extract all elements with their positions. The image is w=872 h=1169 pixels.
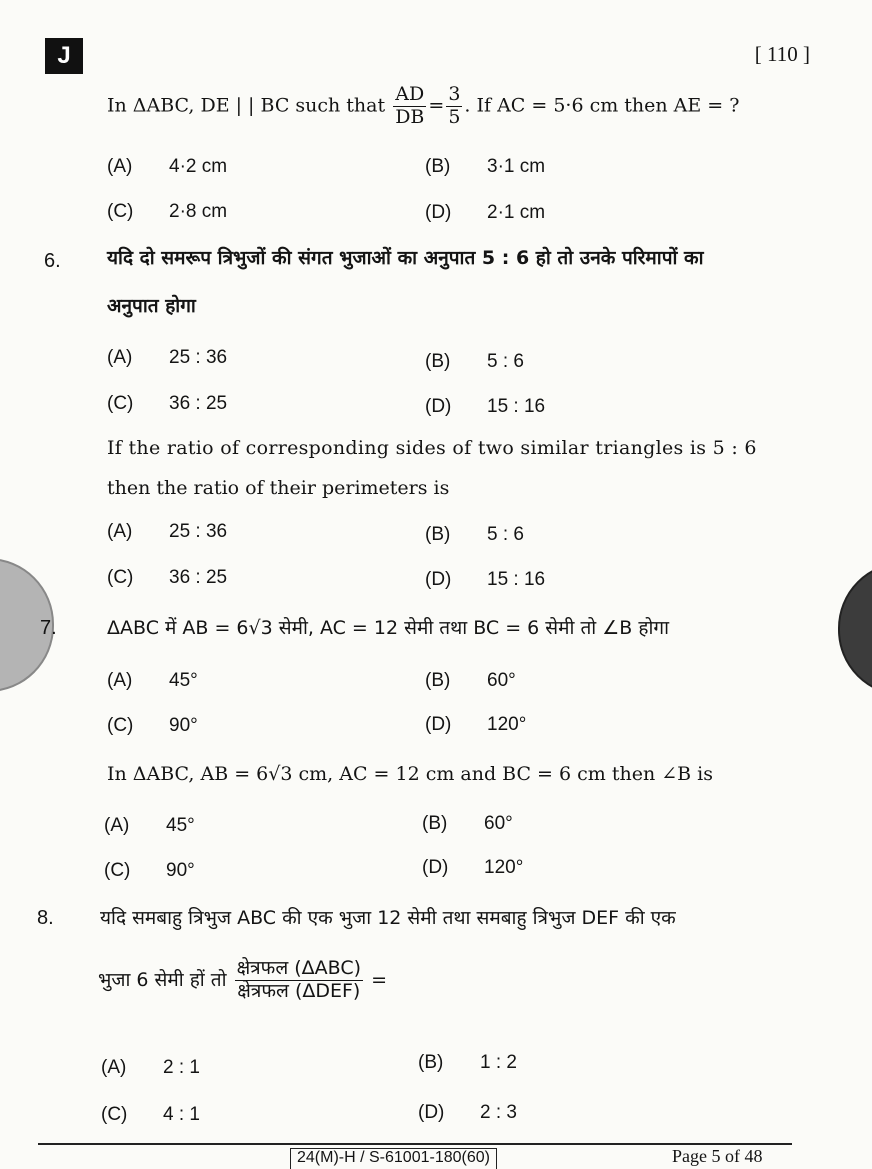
option-value: 60° (487, 670, 516, 691)
option-label: (B) (422, 813, 448, 834)
option-label: (B) (425, 156, 451, 177)
option-label: (A) (107, 347, 133, 368)
q6-hindi-line1: यदि दो समरूप त्रिभुजों की संगत भुजाओं का अनुपात 5 : 6 हो तो उनके परिमापों का (107, 247, 704, 269)
q6-hindi-line2: अनुपात होगा (107, 295, 196, 317)
q5-fraction-ad-db (393, 84, 426, 129)
option-label: (A) (104, 815, 130, 836)
q8-option-b (418, 1052, 517, 1074)
option-value: 120° (487, 714, 527, 735)
option-value: 2·1 cm (487, 202, 546, 223)
page-number: Page 5 of 48 (672, 1146, 763, 1166)
option-label: (B) (425, 351, 451, 372)
q5-ratio-den: 5 (448, 105, 461, 128)
q8-equals: = (371, 968, 388, 991)
option-value: 36 : 25 (169, 393, 228, 414)
option-label: (B) (418, 1052, 444, 1073)
option-value: 36 : 25 (169, 567, 228, 588)
option-label: (C) (107, 393, 134, 414)
option-label: (A) (107, 156, 133, 177)
q7-hindi-option-c (107, 715, 198, 737)
option-value: 60° (484, 813, 513, 834)
q5-option-d (425, 202, 545, 224)
q7-hindi-option-a (107, 670, 198, 692)
option-value: 120° (484, 857, 524, 878)
q6-english-line2: then the ratio of their perimeters is (107, 477, 450, 499)
q6-hindi-option-d (425, 396, 545, 418)
option-label: (D) (425, 714, 452, 735)
section-letter-badge: J (45, 38, 83, 74)
q8-number: 8. (37, 907, 54, 929)
q5-ratio-num: 3 (448, 83, 461, 105)
q6-hindi-option-c (107, 393, 227, 415)
option-value: 1 : 2 (480, 1052, 517, 1073)
q6-number: 6. (44, 250, 61, 272)
option-label: (C) (107, 715, 134, 736)
q5-text-part2: . If AC = 5·6 cm then AE = ? (464, 94, 740, 117)
q5-fraction-ratio (446, 84, 462, 129)
option-label: (A) (107, 521, 133, 542)
q8-frac-den: क्षेत्रफल (ΔDEF) (237, 979, 361, 1002)
page-code: [ 110 ] (754, 42, 810, 66)
q8-frac-num: क्षेत्रफल (ΔABC) (236, 957, 362, 979)
option-value: 45° (166, 815, 195, 836)
option-value: 2 : 1 (163, 1057, 200, 1078)
option-label: (D) (425, 396, 452, 417)
q7-hindi-option-d (425, 714, 526, 736)
option-label: (D) (425, 202, 452, 223)
q7-english-text: In ΔABC, AB = 6√3 cm, AC = 12 cm and BC = 6 cm then ∠B is (107, 763, 713, 785)
q5-frac-den: DB (395, 105, 425, 128)
q8-hindi-line1: यदि समबाहु त्रिभुज ABC की एक भुजा 12 सेमी तथा समबाहु त्रिभुज DEF की एक (100, 907, 676, 929)
q7-hindi-option-b (425, 670, 516, 692)
option-label: (B) (425, 524, 451, 545)
option-value: 25 : 36 (169, 521, 228, 542)
option-value: 3·1 cm (487, 156, 546, 177)
q5-option-c (107, 201, 227, 223)
q7-number: 7. (40, 617, 57, 639)
option-label: (D) (422, 857, 449, 878)
q5-frac-num: AD (395, 83, 425, 105)
option-value: 45° (169, 670, 198, 691)
q7-english-option-c (104, 860, 195, 882)
q5-text-part1: In ΔABC, DE | | BC such that (107, 94, 392, 117)
option-label: (C) (107, 201, 134, 222)
q6-hindi-option-a (107, 347, 227, 369)
q6-english-option-c (107, 567, 227, 589)
q8-hindi-line2 (98, 958, 387, 1003)
q6-english-line1: If the ratio of corresponding sides of two similar triangles is 5 : 6 (107, 437, 757, 459)
option-value: 15 : 16 (487, 396, 546, 417)
option-value: 4·2 cm (169, 156, 228, 177)
q5-option-b (425, 156, 545, 178)
option-label: (D) (418, 1102, 445, 1123)
option-label: (C) (107, 567, 134, 588)
page-edge-tab-right (838, 562, 872, 696)
option-value: 90° (166, 860, 195, 881)
option-value: 25 : 36 (169, 347, 228, 368)
q7-english-option-d (422, 857, 523, 879)
option-value: 5 : 6 (487, 524, 524, 545)
option-label: (C) (104, 860, 131, 881)
option-value: 4 : 1 (163, 1104, 200, 1125)
option-label: (A) (101, 1057, 127, 1078)
q8-option-d (418, 1102, 517, 1124)
q7-hindi-text: ΔABC में AB = 6√3 सेमी, AC = 12 सेमी तथा BC = 6 सेमी तो ∠B होगा (107, 617, 669, 639)
q5-equals: = (428, 94, 445, 117)
q7-english-option-a (104, 815, 195, 837)
q8-option-c (101, 1104, 200, 1126)
option-value: 2·8 cm (169, 201, 228, 222)
option-value: 15 : 16 (487, 569, 546, 590)
option-label: (A) (107, 670, 133, 691)
footer-rule (38, 1143, 792, 1145)
q8-area-ratio-fraction (235, 958, 363, 1003)
q6-english-option-d (425, 569, 545, 591)
option-value: 5 : 6 (487, 351, 524, 372)
q5-option-a (107, 156, 227, 178)
paper-code: 24(M)-H / S-61001-180(60) (290, 1148, 497, 1169)
option-label: (C) (101, 1104, 128, 1125)
q5-english-text (107, 84, 739, 129)
q6-hindi-option-b (425, 351, 524, 373)
option-label: (D) (425, 569, 452, 590)
option-label: (B) (425, 670, 451, 691)
q8-line2-prefix: भुजा 6 सेमी हों तो (98, 968, 227, 991)
option-value: 90° (169, 715, 198, 736)
q6-english-option-a (107, 521, 227, 543)
q7-english-option-b (422, 813, 513, 835)
q6-english-option-b (425, 524, 524, 546)
q8-option-a (101, 1057, 200, 1079)
option-value: 2 : 3 (480, 1102, 517, 1123)
